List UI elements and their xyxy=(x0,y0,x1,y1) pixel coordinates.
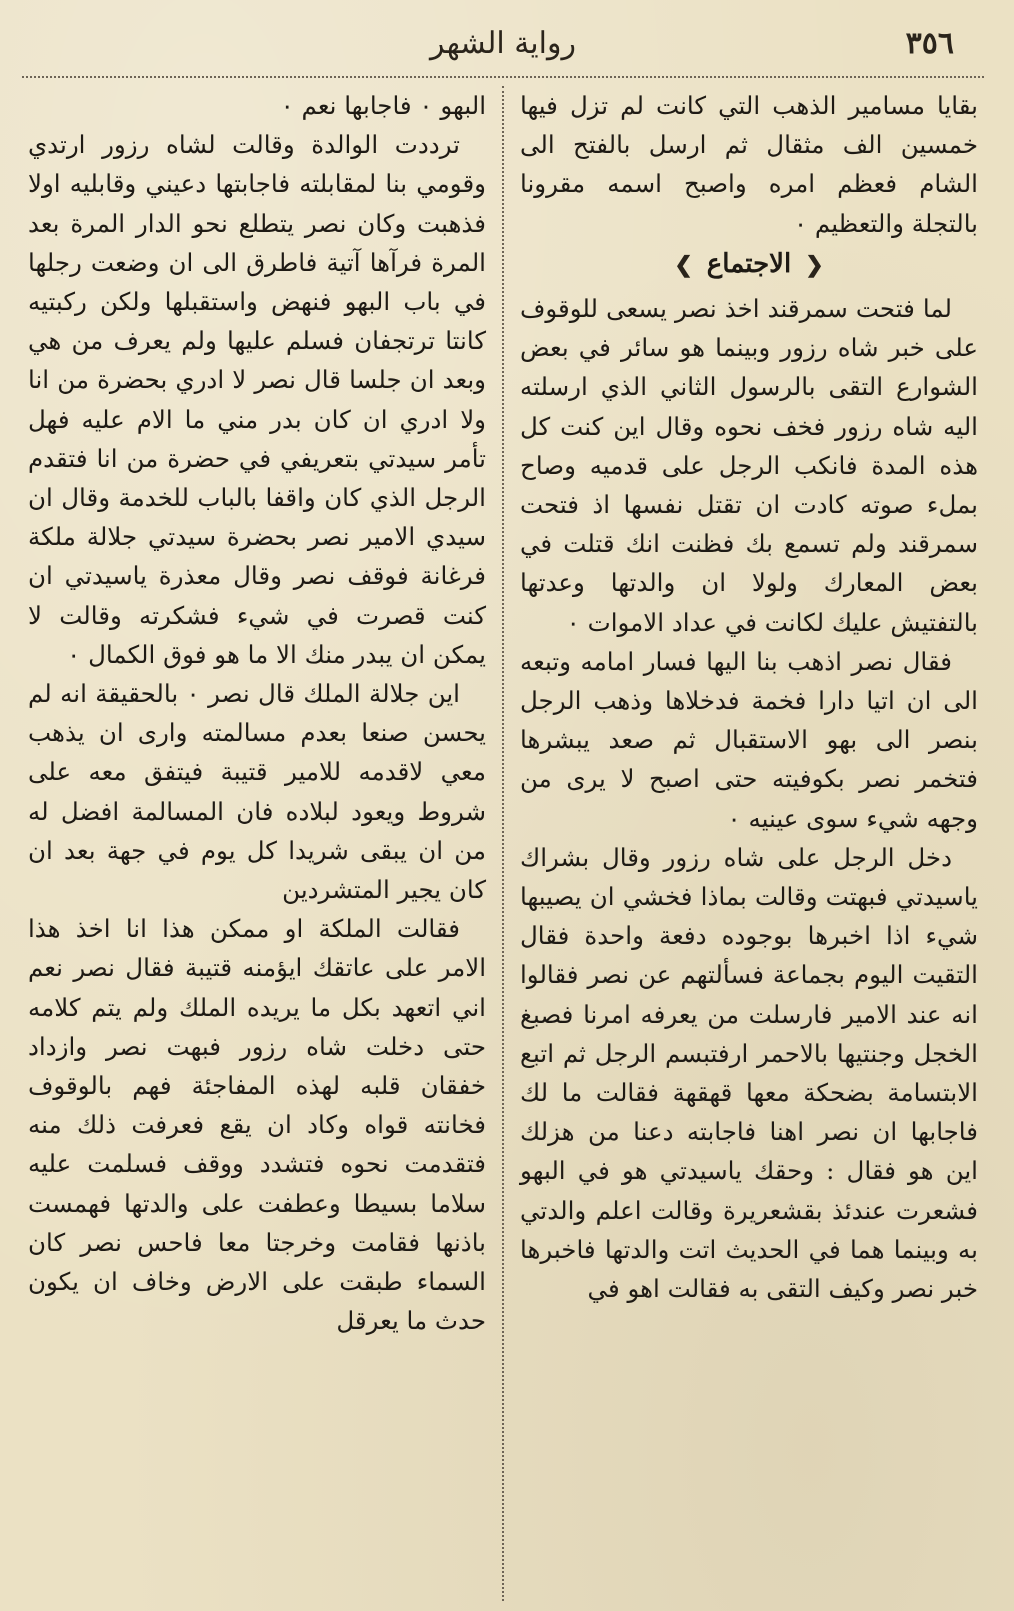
section-heading xyxy=(520,245,978,285)
paragraph: لما فتحت سمرقند اخذ نصر يسعى للوقوف على خبر شاه رزور وبينما هو سائر في بعض الشوارع التقى بالرسول الثاني الذي ارسلته اليه شاه رزور فخف نحوه وقال اين كنت كل هذه المدة فانكب الرجل على قدميه وصاح بملء صوته كادت ان تقتل نفسها اذ فتحت سمرقند ولم تسمع بك فظنت انك قتلت في بعض المعارك ولولا ان والدتها وعدتها بالتفتيش عليك لكانت في عداد الاموات ٠ xyxy=(520,294,978,637)
right-column xyxy=(504,86,984,1601)
header-rule xyxy=(22,76,984,78)
paragraph: اين جلالة الملك قال نصر ٠ بالحقيقة انه لم يحسن صنعا بعدم مسالمته وارى ان يذهب معي لاقدمه للامير قتيبة فيتفق معه على شروط ويعود لبلاده فان المسالمة افضل له من ان يبقى شريدا كل يوم في جهة بعد ان كان يجير المتشردين xyxy=(28,679,486,905)
heading-ornament-left-icon: ❯ xyxy=(674,251,693,278)
paragraph: البهو ٠ فاجابها نعم ٠ xyxy=(280,91,486,120)
paragraph: دخل الرجل على شاه رزور وقال بشراك ياسيدتي فبهتت وقالت بماذا فخشي ان يصيبها شيء اذا اخبرها بوجوده دفعة واحدة فقال التقيت اليوم بجماعة فسألتهم عن نصر فقالوا انه عند الامير فارسلت من يعرفه امرنا فصبغ الخجل وجنتيها بالاحمر ارفتبسم الرجل ثم اتبع الابتسامة بضحكة معها قهقهة فقالت ما لك فاجابها ان نصر اهنا فاجابته دعنا من هزلك اين هو فقال : وحقك ياسيدتي هو في البهو فشعرت عندئذ بقشعريرة وقالت اعلم والدتي به وبينما هما في الحديث اتت والدتها فاخبرها خبر نصر وكيف التقى به فقالت اهو في xyxy=(520,842,978,1304)
page-header xyxy=(22,22,984,70)
page-number: ٣٥٦ xyxy=(905,26,954,61)
paragraph: ترددت الوالدة وقالت لشاه رزور ارتدي وقومي بنا لمقابلته فاجابتها دعيني وقابليه اولا فذهبت وكان نصر يتطلع نحو الدار المرة بعد المرة فرآها آتية فاطرق الى ان وضعت رجلها في باب البهو فنهض واستقبلها ولكن ركبتيه كانتا ترتجفان فسلم عليها ولم يعرف من هي وبعد ان جلسا قال نصر لا ادري بحضرة من انا ولا ادري ان كان بدر مني ما الام عليه فهل تأمر سيدتي بتعريفي في حضرة من انا فتقدم الرجل الذي كان واقفا بالباب للخدمة وقال ان سيدي الامير نصر بحضرة سيدتي جلالة ملكة فرغانة فوقف نصر وقال معذرة ياسيدتي ان كنت قصرت في شيء فشكرته وقالت لا يمكن ان يبدر منك الا ما هو فوق الكمال ٠ xyxy=(28,130,486,669)
heading-ornament-right-icon: ❮ xyxy=(805,251,824,278)
paragraph: فقالت الملكة او ممكن هذا انا اخذ هذا الامر على عاتقك ايؤمنه قتيبة فقال نصر نعم اني اتعهد بكل ما يريده الملك ولم يتم كلامه حتى دخلت شاه رزور فبهت نصر وازداد خفقان قلبه لهذه المفاجئة فهم بالوقوف فخانته قواه وكاد ان يقع فعرفت ذلك منه فتقدمت نحوه فتشدد ووقف فسلمت عليه سلاما بسيطا وعطفت على والدتها فهمست باذنها فقامت وخرجتا معا فاحس نصر كان السماء طبقت على الارض وخاف ان يكون حدث ما يعرقل xyxy=(28,914,486,1336)
section-heading-title: الاجتماع xyxy=(706,248,792,279)
text-columns xyxy=(22,86,984,1601)
running-title: رواية الشهر xyxy=(430,26,576,61)
paragraph: فقال نصر اذهب بنا اليها فسار امامه وتبعه الى ان اتيا دارا فخمة فدخلاها وذهب الرجل بنصر الى بهو الاستقبال ثم صعد يبشرها فتخمر نصر بكوفيته حتى اصبح لا يرى من وجهه شيء سوى عينيه ٠ xyxy=(520,646,978,833)
intro-paragraph: بقايا مسامير الذهب التي كانت لم تزل فيها خمسين الف مثقال ثم ارسل بالفتح الى الشام فعظم امره واصبح اسمه مقرونا بالتجلة والتعظيم ٠ xyxy=(520,91,978,238)
left-column xyxy=(22,86,502,1601)
